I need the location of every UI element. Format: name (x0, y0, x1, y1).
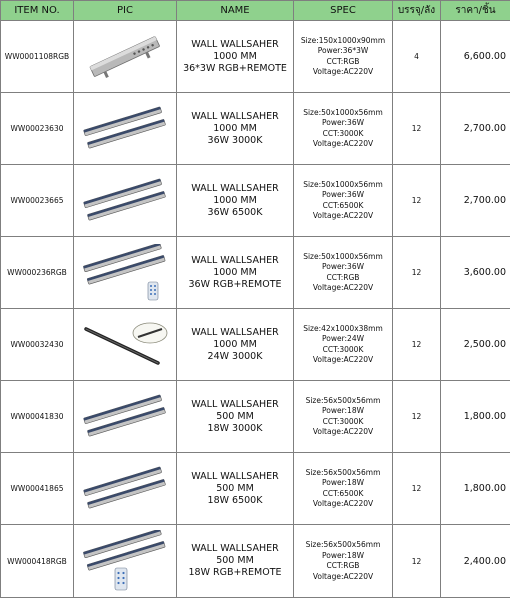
product-name (177, 93, 294, 165)
table-row (1, 21, 510, 93)
product-spec (294, 93, 393, 165)
name-line: WALL WALLSAHER (191, 326, 279, 338)
product-spec (294, 237, 393, 309)
name-line: 36W 6500K (207, 206, 263, 218)
header-price: ราคา/ชิ้น (441, 1, 510, 21)
pack-qty: 12 (393, 453, 441, 525)
double-bar-icon (82, 176, 168, 226)
spec-line: Power:36W (321, 190, 365, 199)
product-name (177, 21, 294, 93)
product-name (177, 525, 294, 598)
item-code: WW00041865 (1, 453, 74, 525)
product-pic (74, 309, 177, 381)
spec-line: Power:36*3W (317, 46, 369, 55)
spec-line: Power:36W (321, 118, 365, 127)
spec-line: CCT:6500K (322, 488, 364, 498)
name-line: WALL WALLSAHER (191, 182, 279, 194)
spec-line: Power:18W (321, 406, 365, 415)
product-pic (74, 165, 177, 237)
pack-qty: 12 (393, 309, 441, 381)
spec-line: Size:150x1000x90mm (300, 35, 386, 45)
product-pic (74, 93, 177, 165)
table-row (1, 93, 510, 165)
header-pic: PIC (74, 1, 177, 21)
pack-qty: 12 (393, 237, 441, 309)
pack-qty: 4 (393, 21, 441, 93)
header-item-no: ITEM NO. (1, 1, 74, 21)
double-bar-remote-icon (82, 244, 168, 302)
spec-line: Size:50x1000x56mm (303, 179, 383, 189)
unit-price: 6,600.00 (441, 21, 510, 93)
spec-line: Power:18W (321, 550, 365, 560)
header-spec: SPEC (294, 1, 393, 21)
spec-line: Voltage:AC220V (312, 67, 374, 76)
name-line: 18W 3000K (207, 422, 263, 434)
double-bar-remote-icon (82, 530, 168, 592)
pack-qty: 12 (393, 525, 441, 598)
unit-price: 2,400.00 (441, 525, 510, 598)
pack-qty: 12 (393, 165, 441, 237)
spec-line: Voltage:AC220V (312, 499, 374, 508)
spec-line: CCT:3000K (322, 128, 364, 138)
product-pic (74, 525, 177, 598)
product-name (177, 381, 294, 453)
name-line: 1000 MM (213, 122, 257, 134)
item-code: WW000236RGB (1, 237, 74, 309)
table-row (1, 309, 510, 381)
unit-price: 1,800.00 (441, 381, 510, 453)
header-pack: บรรจุ/ลัง (393, 1, 441, 21)
black-bar-icon (80, 319, 170, 371)
unit-price: 2,700.00 (441, 165, 510, 237)
table-row (1, 525, 510, 598)
product-pic (74, 381, 177, 453)
single-silver-bar-icon (85, 27, 165, 87)
spec-line: CCT:3000K (322, 344, 364, 354)
pack-qty: 12 (393, 381, 441, 453)
name-line: 36W RGB+REMOTE (188, 278, 282, 290)
name-line: WALL WALLSAHER (191, 38, 279, 50)
product-spec (294, 381, 393, 453)
spec-line: CCT:RGB (326, 56, 360, 66)
spec-line: Size:42x1000x38mm (303, 323, 383, 333)
product-name (177, 237, 294, 309)
product-name (177, 453, 294, 525)
item-code: WW00041830 (1, 381, 74, 453)
product-spec (294, 165, 393, 237)
spec-line: CCT:6500K (322, 200, 364, 210)
product-spec (294, 309, 393, 381)
name-line: 18W RGB+REMOTE (188, 567, 282, 578)
name-line: 36W 3000K (207, 134, 263, 146)
double-bar-icon (82, 104, 168, 154)
spec-line: CCT:RGB (326, 561, 360, 570)
item-code: WW00023665 (1, 165, 74, 237)
product-spec (294, 525, 393, 598)
double-bar-icon (82, 392, 168, 442)
unit-price: 1,800.00 (441, 453, 510, 525)
spec-line: Voltage:AC220V (312, 427, 374, 436)
spec-line: Voltage:AC220V (312, 211, 374, 220)
product-spec (294, 453, 393, 525)
double-bar-icon (82, 464, 168, 514)
product-name (177, 165, 294, 237)
unit-price: 3,600.00 (441, 237, 510, 309)
item-code: WW00023630 (1, 93, 74, 165)
name-line: 24W 3000K (207, 350, 263, 362)
name-line: WALL WALLSAHER (191, 398, 279, 410)
name-line: 1000 MM (213, 338, 257, 350)
name-line: 1000 MM (213, 266, 257, 278)
table-row (1, 237, 510, 309)
name-line: WALL WALLSAHER (191, 470, 279, 482)
unit-price: 2,700.00 (441, 93, 510, 165)
name-line: WALL WALLSAHER (191, 110, 279, 122)
table-row (1, 381, 510, 453)
product-spec (294, 21, 393, 93)
name-line: 1000 MM (213, 194, 257, 206)
spec-line: Size:50x1000x56mm (303, 251, 383, 261)
name-line: 500 MM (216, 555, 254, 566)
spec-line: Size:56x500x56mm (305, 395, 381, 405)
name-line: WALL WALLSAHER (191, 254, 279, 266)
name-line: 500 MM (216, 482, 254, 494)
name-line: WALL WALLSAHER (191, 543, 279, 554)
product-name (177, 309, 294, 381)
name-line: 1000 MM (213, 50, 257, 62)
spec-line: Voltage:AC220V (312, 283, 374, 292)
table-row (1, 165, 510, 237)
spec-line: CCT:3000K (322, 416, 364, 426)
spec-line: Voltage:AC220V (312, 355, 374, 364)
product-pic (74, 453, 177, 525)
name-line: 500 MM (216, 410, 254, 422)
table-row (1, 453, 510, 525)
spec-line: Size:50x1000x56mm (303, 107, 383, 117)
spec-line: Size:56x500x56mm (305, 540, 381, 549)
item-code: WW00032430 (1, 309, 74, 381)
spec-line: CCT:RGB (326, 272, 360, 282)
pack-qty: 12 (393, 93, 441, 165)
product-pic (74, 21, 177, 93)
spec-line: Power:18W (321, 478, 365, 487)
name-line: 36*3W RGB+REMOTE (183, 62, 287, 74)
item-code: WW000418RGB (1, 525, 74, 598)
name-line: 18W 6500K (207, 494, 263, 506)
product-pic (74, 237, 177, 309)
header-row (1, 1, 510, 21)
header-name: NAME (177, 1, 294, 21)
item-code: WW0001108RGB (1, 21, 74, 93)
unit-price: 2,500.00 (441, 309, 510, 381)
spec-line: Size:56x500x56mm (305, 467, 381, 477)
spec-line: Voltage:AC220V (312, 139, 374, 148)
spec-line: Voltage:AC220V (312, 571, 374, 581)
spec-line: Power:24W (321, 334, 365, 343)
spec-line: Power:36W (321, 262, 365, 271)
